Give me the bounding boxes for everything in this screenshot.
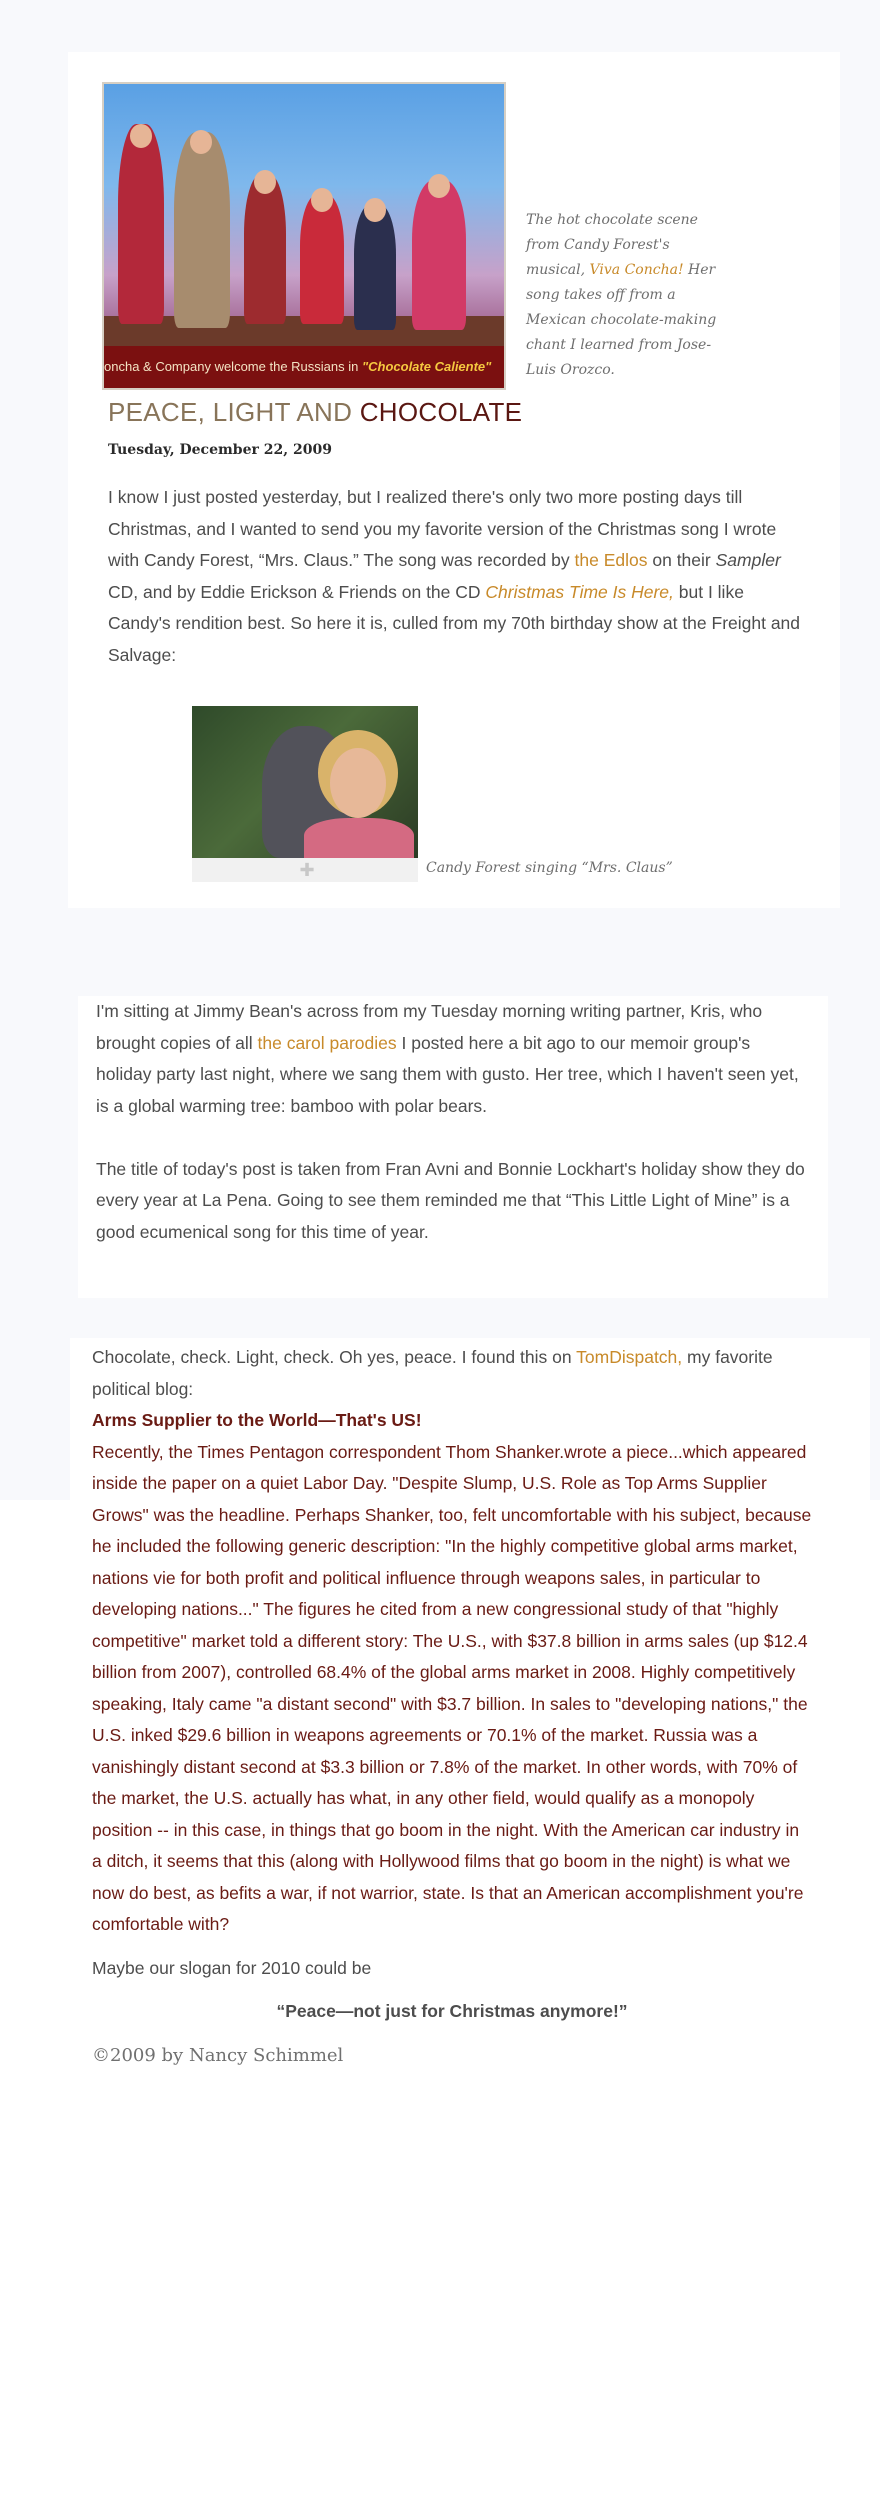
intro-paragraph: Chocolate, check. Light, check. Oh yes, peace. I found this on TomDispatch, my favorite political blog:	[92, 1347, 773, 1399]
paragraph: I'm sitting at Jimmy Bean's across from my Tuesday morning writing partner, Kris, who brought copies of all the carol parodies I posted here a bit ago to our memoir group's holiday party last night, where we sang them with gusto. Her tree, which I haven't seen yet, is a global warming tree: bamboo with polar bears.	[96, 1001, 799, 1116]
viva-concha-link[interactable]: Viva Concha!	[589, 262, 684, 278]
quote-body: Recently, the Times Pentagon correspondent Thom Shanker.wrote a piece...which appeared inside the paper on a quiet Labor Day. "Despite Slump, U.S. Role as Top Arms Supplier Grows" was the headline. Perhaps Shanker, too, felt uncomfortable with his subject, because he included the following generic description: "In the highly competitive global arms market, nations vie for both profit and political influence through weapons sales, in particular to developing nations..." The figures he cited from a new congressional study of that "highly competitive" market told a different story: The U.S., with $37.8 billion in arms sales (up $12.4 billion from 2007), controlled 68.4% of the global arms market in 2008. Highly competitively speaking, Italy came "a distant second" with $3.7 billion. In sales to "developing nations," the U.S. inked $29.6 billion in weapons agreements or 70.1% of the market. Russia was a vanishingly distant second at $3.3 billion or 7.8% of the market. In other words, with 70% of the market, the U.S. actually has what, in any other field, would qualify as a monopoly position -- in this case, in things that go boom in the night. With the American car industry in a ditch, it seems that this (along with Hollywood films that go boom in the night) is what we now do best, as befits a war, if not warrior, state. Is that an American accomplishment you're comfortable with?	[92, 1441, 812, 1934]
post-date: Tuesday, December 22, 2009	[108, 442, 332, 458]
edlos-link[interactable]: the Edlos	[574, 550, 648, 570]
christmas-time-link[interactable]: Christmas Time Is Here,	[485, 581, 674, 602]
section-arms-quote	[70, 1338, 870, 2168]
slogan: “Peace—not just for Christmas anymore!”	[276, 2001, 628, 2021]
post-title: PEACE, LIGHT AND CHOCOLATE	[108, 397, 523, 427]
slogan-intro: Maybe our slogan for 2010 could be	[92, 1957, 372, 1978]
puzzle-piece-icon: ✚	[299, 860, 315, 880]
banner-text: oncha & Company welcome the Russians in	[104, 359, 362, 374]
copyright: ©2009 by Nancy Schimmel	[92, 2044, 344, 2066]
video-thumbnail[interactable]	[192, 706, 418, 858]
video-caption: Candy Forest singing “Mrs. Claus”	[426, 860, 673, 876]
post-paragraph: I know I just posted yesterday, but I realized there's only two more posting days till Christmas, and I wanted to send you my favorite version of the Christmas song I wrote with Candy Forest, “Mrs. Claus.” The song was recorded by the Edlos on their Sampler CD, and by Eddie Erickson & Friends on the CD Christmas Time Is Here, but I like Candy's rendition best. So here it is, culled from my 70th birthday show at the Freight and Salvage:	[108, 487, 801, 665]
quote-title: Arms Supplier to the World—That's US!	[92, 1410, 422, 1430]
banner-show-title: "Chocolate Caliente"	[361, 359, 492, 374]
section-jimmy-beans	[78, 996, 828, 1298]
post-card	[68, 52, 840, 908]
photo-banner	[104, 346, 504, 388]
tomdispatch-link[interactable]: TomDispatch,	[576, 1347, 683, 1367]
stage-photo	[102, 82, 506, 390]
paragraph: The title of today's post is taken from Fran Avni and Bonnie Lockhart's holiday show they do every year at La Pena. Going to see them reminded me that “This Little Light of Mine” is a good ecumenical song for this time of year.	[96, 1158, 805, 1242]
carol-parodies-link[interactable]: the carol parodies	[257, 1032, 397, 1053]
photo-caption: The hot chocolate scene from Candy Forest's musical, Viva Concha! Her song takes off from a Mexican chocolate-making chant I learned from Jose-Luis Orozco.	[526, 212, 717, 378]
